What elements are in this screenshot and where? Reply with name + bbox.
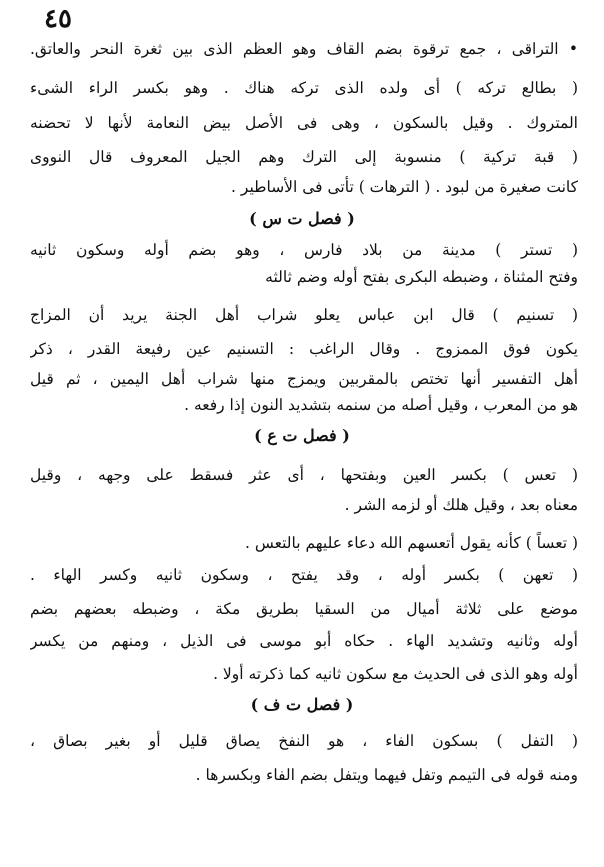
text-line: معناه بعد ، وقيل هلك أو لزمه الشر .	[344, 496, 578, 514]
text-line: ( تعس ) بكسر العين وبفتحها ، أى عثر فسقط على وجهه ، وقيل	[30, 466, 578, 484]
section-heading-ta: ( فصل ت ع )	[254, 426, 350, 445]
text-line: يكون فوق الممزوج . وقال الراغب : التسنيم عين رفيعة القدر ، ذكر	[30, 340, 578, 358]
text-line: • التراقى ، جمع ترقوة بضم القاف وهو العظم الذى بين ثغرة النحر والعاتق.	[30, 40, 578, 58]
text-line: أوله وثانيه وتشديد الهاء . حكاه أبو موسى فى الذيل ، ومنهم من يكسر	[30, 632, 578, 650]
text-line: ومنه قوله فى التيمم وتفل فيهما ويتفل بضم الفاء وبكسرها .	[195, 766, 578, 784]
page-number: ٤٥	[44, 4, 72, 34]
text-line: وفتح المثناة ، وضبطه البكرى بفتح أوله وضم ثالثه	[265, 268, 578, 286]
text-line: أهل التفسير أنها تختص بالمقربين ويمزج منها شراب أهل اليمين ، ثم قيل	[30, 370, 578, 388]
text-line: أوله وهو الذى فى الحديث مع سكون ثانيه كما ذكرته أولا .	[213, 665, 578, 683]
text-line: ( تستر ) مدينة من بلاد فارس ، وهو بضم أوله وسكون ثانيه	[30, 241, 578, 259]
text-line: موضع على ثلاثة أميال من السقيا بطريق مكة ، وضبطه بعضهم بضم	[30, 600, 578, 618]
text-line: كانت صغيرة من لبود . ( الترهات ) تأتى فى الأساطير .	[231, 178, 578, 196]
section-heading-ts: ( فصل ت س )	[249, 209, 355, 228]
section-heading-tf: ( فصل ت ف )	[250, 695, 354, 714]
text-line: ( تسنيم ) قال ابن عباس يعلو شراب أهل الجنة يريد أن المزاج	[30, 306, 578, 324]
text-line: ( التفل ) بسكون الفاء ، هو النفخ يصاق قليل أو بغير بصاق ،	[30, 732, 578, 750]
text-line: ( قبة تركية ) منسوبة إلى الترك وهم الجيل المعروف قال النووى	[30, 148, 578, 166]
text-line: هو من المعرب ، وقيل أصله من سنمه بتشديد النون إذا رفعه .	[184, 396, 578, 414]
text-line: ( تعهن ) بكسر أوله ، وقد يفتح ، وسكون ثانيه وكسر الهاء .	[30, 566, 578, 584]
text-line: ( بطالع تركه ) أى ولده الذى تركه هناك . وهو بكسر الراء الشىء	[30, 79, 578, 97]
text-line: ( تعساً ) كأنه يقول أتعسهم الله دعاء عليهم بالتعس .	[245, 534, 578, 552]
text-line: المتروك . وقيل بالسكون ، وهى فى الأصل بيض النعامة لأنها لا تحضنه	[30, 114, 578, 132]
